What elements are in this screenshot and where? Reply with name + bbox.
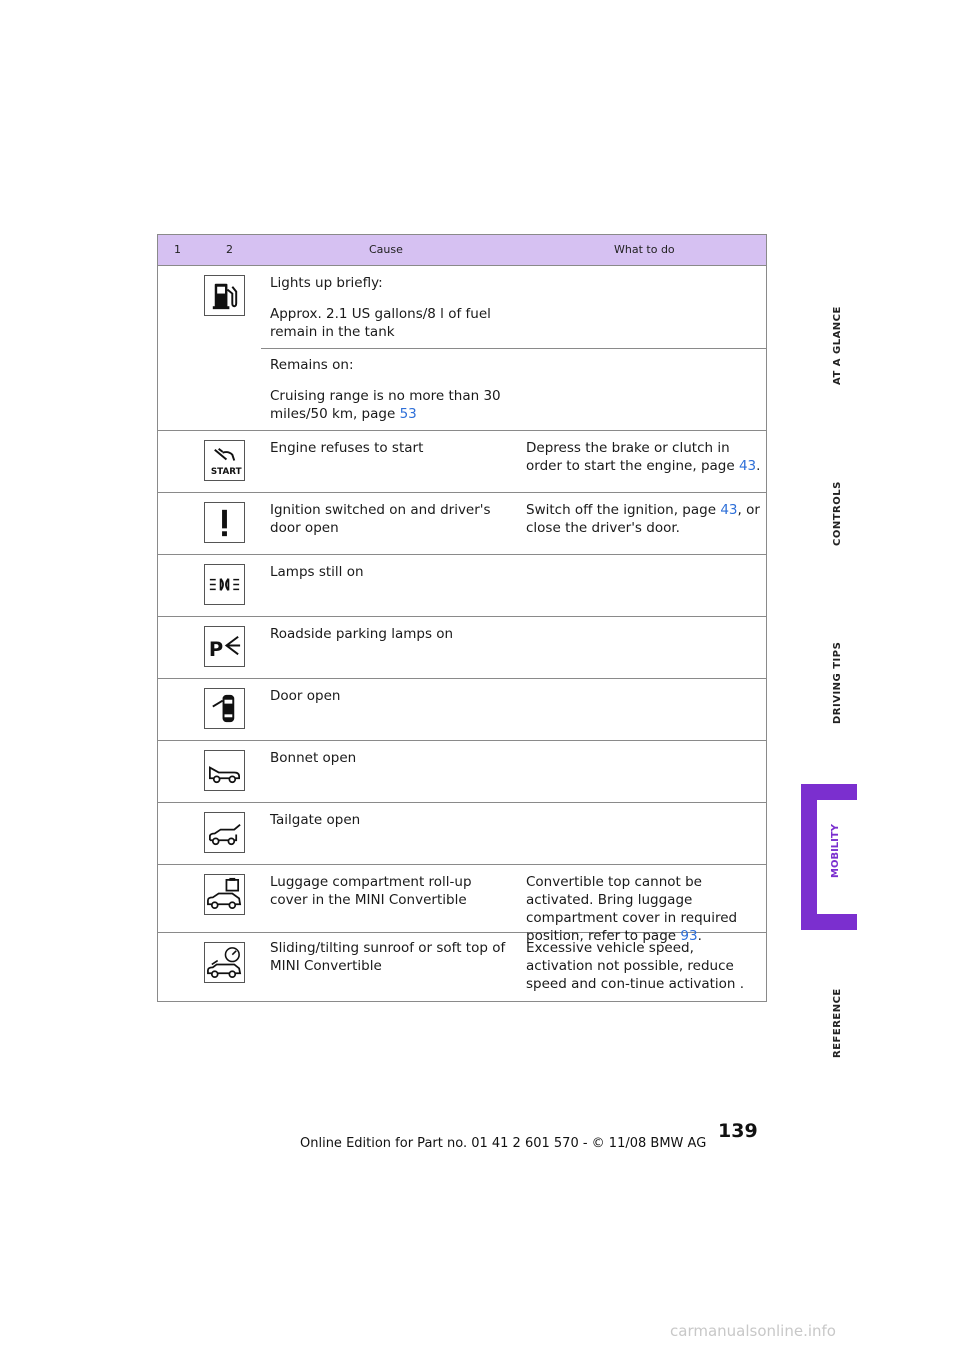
page-link[interactable]: 53 <box>399 406 417 422</box>
row-cause: Door open <box>270 688 341 704</box>
row-cause: Bonnet open <box>270 750 357 766</box>
table-row <box>158 493 766 555</box>
sidebar-item-at-a-glance[interactable]: AT A GLANCE <box>832 306 843 385</box>
row-cause: Luggage compartment roll-up cover in the MINI Convertible <box>270 874 472 908</box>
sidebar-active-tab <box>801 784 857 930</box>
row-cause: Ignition switched on and driver's door open <box>270 502 491 536</box>
bonnet-open-icon <box>204 750 245 791</box>
row-cause: Sliding/tilting sunroof or soft top of MINI Convertible <box>270 940 506 974</box>
todo-text: Convertible top cannot be activated. Bring luggage compartment cover in required position, refer to page <box>526 874 738 944</box>
lamps-icon <box>204 564 245 605</box>
cause-b-title: Remains on: <box>270 357 354 373</box>
start-key-icon <box>204 440 245 481</box>
fuel-pump-icon <box>204 275 245 316</box>
footer-text: Online Edition for Part no. 01 41 2 601 570 - © 11/08 BMW AG <box>300 1136 707 1151</box>
page-number: 139 <box>718 1120 758 1142</box>
todo-end: . <box>697 928 702 944</box>
sunroof-speed-icon <box>204 942 245 983</box>
table-row <box>158 741 766 803</box>
parking-lamps-icon <box>204 626 245 667</box>
sidebar-item-mobility[interactable]: MOBILITY <box>830 824 841 878</box>
table-header <box>158 235 766 266</box>
table-row <box>158 803 766 865</box>
header-col2: 2 <box>226 243 233 256</box>
cause-a-text: Approx. 2.1 US gallons/8 l of fuel remain in the tank <box>270 306 491 340</box>
row-what-to-do <box>526 439 762 475</box>
row-what-to-do: Excessive vehicle speed, activation not possible, reduce speed and con-tinue activation . <box>526 940 745 992</box>
luggage-cover-icon <box>204 874 245 915</box>
tailgate-open-icon <box>204 812 245 853</box>
svg-text:START: START <box>210 467 242 478</box>
todo-end: . <box>756 458 761 474</box>
page-link[interactable]: 93 <box>680 928 698 944</box>
cause-a-title: Lights up briefly: <box>270 275 383 291</box>
door-open-icon <box>204 688 245 729</box>
page-link[interactable]: 43 <box>738 458 757 474</box>
page-link[interactable]: 43 <box>720 502 738 518</box>
watermark: carmanualsonline.info <box>670 1322 836 1340</box>
row-cause: Roadside parking lamps on <box>270 626 454 642</box>
row-what-to-do <box>526 501 762 537</box>
cause-b-text: Cruising range is no more than 30 miles/50 km, page <box>270 388 501 422</box>
sidebar-item-driving-tips[interactable]: DRIVING TIPS <box>832 641 843 724</box>
sidebar-item-reference[interactable]: REFERENCE <box>832 988 843 1058</box>
table-row <box>158 617 766 679</box>
row-cause: Tailgate open <box>270 812 361 828</box>
header-cause: Cause <box>369 243 403 256</box>
todo-end: , or close the driver's door. <box>526 502 760 536</box>
header-col1: 1 <box>174 243 181 256</box>
row-cause: Engine refuses to start <box>270 440 424 456</box>
header-what-to-do: What to do <box>614 243 675 256</box>
row-cause: Lamps still on <box>270 564 364 580</box>
table-row <box>158 431 766 493</box>
row-cause-b <box>270 356 508 423</box>
table-row <box>158 933 766 1001</box>
table-row <box>158 679 766 741</box>
table-row <box>158 555 766 617</box>
exclamation-icon <box>204 502 245 543</box>
warning-table <box>157 234 767 1002</box>
todo-text: Depress the brake or clutch in order to start the engine, page <box>526 440 739 474</box>
row-subdivider <box>261 348 766 349</box>
table-row <box>158 266 766 431</box>
todo-text: Switch off the ignition, page <box>526 502 721 518</box>
row-cause <box>270 274 508 341</box>
table-row <box>158 865 766 944</box>
sidebar-item-controls[interactable]: CONTROLS <box>832 481 843 546</box>
svg-text:P: P <box>208 638 224 662</box>
